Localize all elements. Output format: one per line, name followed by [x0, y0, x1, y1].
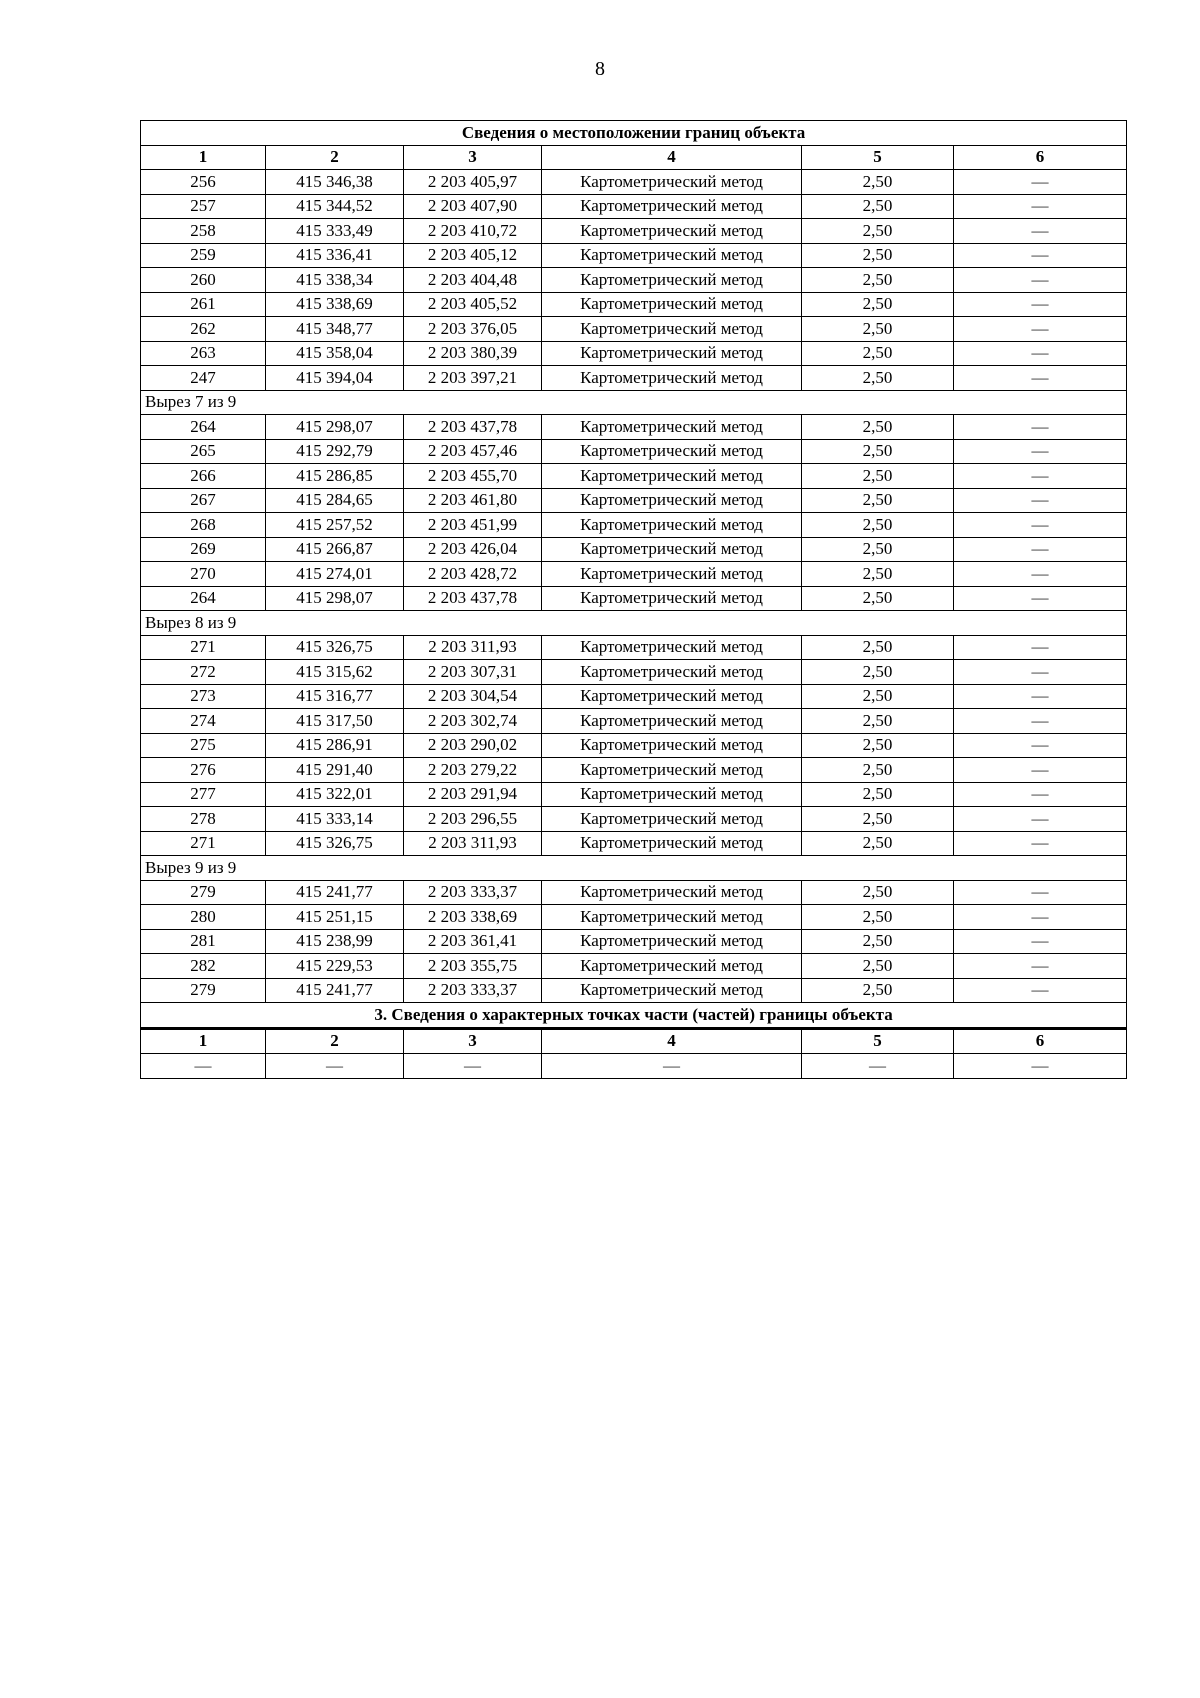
- accuracy-cell: 2,50: [802, 439, 954, 464]
- column-number: 5: [802, 145, 954, 170]
- table-row: [141, 439, 1127, 464]
- table-row: [141, 880, 1127, 905]
- x-coordinate-cell: 415 394,04: [266, 366, 404, 391]
- point-number-cell: 260: [141, 268, 266, 293]
- y-coordinate-cell: 2 203 410,72: [404, 219, 542, 244]
- point-number-cell: 279: [141, 978, 266, 1003]
- accuracy-cell: 2,50: [802, 954, 954, 979]
- point-number-cell: 276: [141, 758, 266, 783]
- description-cell: —: [954, 929, 1127, 954]
- method-cell: Картометрический метод: [542, 562, 802, 587]
- method-cell: Картометрический метод: [542, 905, 802, 930]
- accuracy-cell: 2,50: [802, 341, 954, 366]
- x-coordinate-cell: 415 344,52: [266, 194, 404, 219]
- column-number: 3: [404, 1028, 542, 1054]
- description-cell: —: [954, 562, 1127, 587]
- point-number-cell: 264: [141, 415, 266, 440]
- y-coordinate-cell: 2 203 437,78: [404, 415, 542, 440]
- y-coordinate-cell: 2 203 376,05: [404, 317, 542, 342]
- point-number-cell: 263: [141, 341, 266, 366]
- column-number: 1: [141, 145, 266, 170]
- accuracy-cell: 2,50: [802, 929, 954, 954]
- description-cell: —: [954, 366, 1127, 391]
- method-cell: Картометрический метод: [542, 268, 802, 293]
- description-cell: —: [954, 268, 1127, 293]
- x-coordinate-cell: 415 315,62: [266, 660, 404, 685]
- x-coordinate-cell: 415 286,85: [266, 464, 404, 489]
- table-row: [141, 831, 1127, 856]
- x-coordinate-cell: 415 338,69: [266, 292, 404, 317]
- section3-title-row: [141, 1003, 1127, 1029]
- point-number-cell: 273: [141, 684, 266, 709]
- point-number-cell: 264: [141, 586, 266, 611]
- page-number: 8: [595, 58, 605, 80]
- method-cell: Картометрический метод: [542, 292, 802, 317]
- table-row: [141, 758, 1127, 783]
- method-cell: Картометрический метод: [542, 684, 802, 709]
- point-number-cell: 281: [141, 929, 266, 954]
- accuracy-cell: 2,50: [802, 537, 954, 562]
- table-row: [141, 562, 1127, 587]
- y-coordinate-cell: 2 203 296,55: [404, 807, 542, 832]
- method-cell: Картометрический метод: [542, 880, 802, 905]
- table-row: [141, 905, 1127, 930]
- x-coordinate-cell: 415 316,77: [266, 684, 404, 709]
- method-cell: Картометрический метод: [542, 317, 802, 342]
- point-number-cell: 265: [141, 439, 266, 464]
- y-coordinate-cell: 2 203 333,37: [404, 880, 542, 905]
- table-row: [141, 341, 1127, 366]
- y-coordinate-cell: 2 203 380,39: [404, 341, 542, 366]
- description-cell: —: [954, 292, 1127, 317]
- table-row: [141, 292, 1127, 317]
- column-number: 2: [266, 145, 404, 170]
- y-coordinate-cell: 2 203 405,52: [404, 292, 542, 317]
- method-cell: Картометрический метод: [542, 954, 802, 979]
- table-row: [141, 243, 1127, 268]
- description-cell: —: [954, 954, 1127, 979]
- point-number-cell: 269: [141, 537, 266, 562]
- description-cell: —: [954, 709, 1127, 734]
- method-cell: Картометрический метод: [542, 170, 802, 195]
- description-cell: —: [954, 807, 1127, 832]
- y-coordinate-cell: 2 203 355,75: [404, 954, 542, 979]
- description-cell: —: [954, 635, 1127, 660]
- table-row: [141, 709, 1127, 734]
- table-row: [141, 537, 1127, 562]
- point-number-cell: 268: [141, 513, 266, 538]
- x-coordinate-cell: 415 326,75: [266, 831, 404, 856]
- accuracy-cell: 2,50: [802, 243, 954, 268]
- description-cell: —: [954, 537, 1127, 562]
- point-number-cell: 266: [141, 464, 266, 489]
- y-coordinate-cell: 2 203 405,97: [404, 170, 542, 195]
- point-number-cell: 271: [141, 635, 266, 660]
- method-cell: Картометрический метод: [542, 366, 802, 391]
- table-row: [141, 807, 1127, 832]
- point-number-cell: 275: [141, 733, 266, 758]
- point-number-cell: 271: [141, 831, 266, 856]
- accuracy-cell: 2,50: [802, 733, 954, 758]
- point-number-cell: 262: [141, 317, 266, 342]
- x-coordinate-cell: 415 333,49: [266, 219, 404, 244]
- boundary-coordinates-table: [140, 120, 1127, 1079]
- description-cell: —: [954, 586, 1127, 611]
- cutout-section-label: Вырез 7 из 9: [141, 390, 1127, 415]
- x-coordinate-cell: 415 346,38: [266, 170, 404, 195]
- accuracy-cell: 2,50: [802, 268, 954, 293]
- table-row: [141, 488, 1127, 513]
- method-cell: Картометрический метод: [542, 586, 802, 611]
- y-coordinate-cell: 2 203 307,31: [404, 660, 542, 685]
- table-row: [141, 733, 1127, 758]
- description-cell: —: [954, 831, 1127, 856]
- column-number: 6: [954, 145, 1127, 170]
- point-number-cell: 277: [141, 782, 266, 807]
- table-row: [141, 684, 1127, 709]
- description-cell: —: [954, 219, 1127, 244]
- method-cell: Картометрический метод: [542, 758, 802, 783]
- accuracy-cell: 2,50: [802, 317, 954, 342]
- y-coordinate-cell: 2 203 311,93: [404, 831, 542, 856]
- table-row: [141, 586, 1127, 611]
- method-cell: —: [542, 1054, 802, 1079]
- x-coordinate-cell: 415 338,34: [266, 268, 404, 293]
- table-body: [141, 121, 1127, 1079]
- x-coordinate-cell: 415 291,40: [266, 758, 404, 783]
- accuracy-cell: 2,50: [802, 415, 954, 440]
- x-coordinate-cell: 415 298,07: [266, 415, 404, 440]
- description-cell: —: [954, 439, 1127, 464]
- y-coordinate-cell: 2 203 361,41: [404, 929, 542, 954]
- y-coordinate-cell: 2 203 333,37: [404, 978, 542, 1003]
- accuracy-cell: 2,50: [802, 464, 954, 489]
- description-cell: —: [954, 243, 1127, 268]
- y-coordinate-cell: 2 203 290,02: [404, 733, 542, 758]
- column-number: 5: [802, 1028, 954, 1054]
- description-cell: —: [954, 415, 1127, 440]
- y-coordinate-cell: 2 203 302,74: [404, 709, 542, 734]
- cutout-section-row: [141, 611, 1127, 636]
- column-number: 6: [954, 1028, 1127, 1054]
- y-coordinate-cell: 2 203 291,94: [404, 782, 542, 807]
- accuracy-cell: 2,50: [802, 292, 954, 317]
- accuracy-cell: 2,50: [802, 170, 954, 195]
- point-number-cell: 270: [141, 562, 266, 587]
- method-cell: Картометрический метод: [542, 537, 802, 562]
- accuracy-cell: 2,50: [802, 880, 954, 905]
- y-coordinate-cell: 2 203 457,46: [404, 439, 542, 464]
- table-row: [141, 219, 1127, 244]
- x-coordinate-cell: 415 284,65: [266, 488, 404, 513]
- y-coordinate-cell: 2 203 304,54: [404, 684, 542, 709]
- method-cell: Картометрический метод: [542, 513, 802, 538]
- x-coordinate-cell: 415 292,79: [266, 439, 404, 464]
- cutout-section-label: Вырез 8 из 9: [141, 611, 1127, 636]
- point-number-cell: 259: [141, 243, 266, 268]
- description-cell: —: [954, 488, 1127, 513]
- y-coordinate-cell: 2 203 279,22: [404, 758, 542, 783]
- y-coordinate-cell: 2 203 338,69: [404, 905, 542, 930]
- method-cell: Картометрический метод: [542, 782, 802, 807]
- table-row: [141, 978, 1127, 1003]
- point-number-cell: 247: [141, 366, 266, 391]
- cutout-section-row: [141, 390, 1127, 415]
- accuracy-cell: 2,50: [802, 905, 954, 930]
- description-cell: —: [954, 782, 1127, 807]
- description-cell: —: [954, 194, 1127, 219]
- point-number-cell: 256: [141, 170, 266, 195]
- method-cell: Картометрический метод: [542, 341, 802, 366]
- accuracy-cell: 2,50: [802, 513, 954, 538]
- point-number-cell: 274: [141, 709, 266, 734]
- table-row: [141, 464, 1127, 489]
- point-number-cell: 279: [141, 880, 266, 905]
- y-coordinate-cell: 2 203 405,12: [404, 243, 542, 268]
- y-coordinate-cell: 2 203 407,90: [404, 194, 542, 219]
- section3-title: 3. Сведения о характерных точках части (частей) границы объекта: [141, 1003, 1127, 1029]
- method-cell: Картометрический метод: [542, 831, 802, 856]
- y-coordinate-cell: 2 203 428,72: [404, 562, 542, 587]
- x-coordinate-cell: 415 274,01: [266, 562, 404, 587]
- table-row: [141, 194, 1127, 219]
- description-cell: —: [954, 880, 1127, 905]
- table-row: [141, 1054, 1127, 1079]
- method-cell: Картометрический метод: [542, 488, 802, 513]
- description-cell: —: [954, 660, 1127, 685]
- accuracy-cell: 2,50: [802, 635, 954, 660]
- method-cell: Картометрический метод: [542, 660, 802, 685]
- column-number: 4: [542, 145, 802, 170]
- table-title: Сведения о местоположении границ объекта: [141, 121, 1127, 146]
- column-number: 3: [404, 145, 542, 170]
- method-cell: Картометрический метод: [542, 219, 802, 244]
- accuracy-cell: 2,50: [802, 831, 954, 856]
- table-title-row: [141, 121, 1127, 146]
- point-number-cell: 272: [141, 660, 266, 685]
- method-cell: Картометрический метод: [542, 709, 802, 734]
- y-coordinate-cell: 2 203 311,93: [404, 635, 542, 660]
- x-coordinate-cell: 415 251,15: [266, 905, 404, 930]
- x-coordinate-cell: 415 298,07: [266, 586, 404, 611]
- accuracy-cell: 2,50: [802, 488, 954, 513]
- table-row: [141, 268, 1127, 293]
- method-cell: Картометрический метод: [542, 439, 802, 464]
- x-coordinate-cell: —: [266, 1054, 404, 1079]
- table-row: [141, 635, 1127, 660]
- accuracy-cell: 2,50: [802, 709, 954, 734]
- description-cell: —: [954, 1054, 1127, 1079]
- method-cell: Картометрический метод: [542, 929, 802, 954]
- y-coordinate-cell: 2 203 437,78: [404, 586, 542, 611]
- table-row: [141, 782, 1127, 807]
- y-coordinate-cell: 2 203 426,04: [404, 537, 542, 562]
- table-row: [141, 954, 1127, 979]
- x-coordinate-cell: 415 326,75: [266, 635, 404, 660]
- point-number-cell: 278: [141, 807, 266, 832]
- accuracy-cell: 2,50: [802, 660, 954, 685]
- column-number: 1: [141, 1028, 266, 1054]
- method-cell: Картометрический метод: [542, 807, 802, 832]
- point-number-cell: 258: [141, 219, 266, 244]
- description-cell: —: [954, 464, 1127, 489]
- accuracy-cell: 2,50: [802, 758, 954, 783]
- accuracy-cell: 2,50: [802, 978, 954, 1003]
- y-coordinate-cell: 2 203 397,21: [404, 366, 542, 391]
- column-number: 4: [542, 1028, 802, 1054]
- method-cell: Картометрический метод: [542, 464, 802, 489]
- description-cell: —: [954, 733, 1127, 758]
- y-coordinate-cell: 2 203 461,80: [404, 488, 542, 513]
- table-row: [141, 170, 1127, 195]
- x-coordinate-cell: 415 229,53: [266, 954, 404, 979]
- description-cell: —: [954, 317, 1127, 342]
- x-coordinate-cell: 415 348,77: [266, 317, 404, 342]
- x-coordinate-cell: 415 322,01: [266, 782, 404, 807]
- table-row: [141, 415, 1127, 440]
- method-cell: Картометрический метод: [542, 635, 802, 660]
- x-coordinate-cell: 415 238,99: [266, 929, 404, 954]
- description-cell: —: [954, 758, 1127, 783]
- accuracy-cell: 2,50: [802, 807, 954, 832]
- point-number-cell: 261: [141, 292, 266, 317]
- table-row: [141, 929, 1127, 954]
- x-coordinate-cell: 415 317,50: [266, 709, 404, 734]
- accuracy-cell: 2,50: [802, 782, 954, 807]
- y-coordinate-cell: —: [404, 1054, 542, 1079]
- x-coordinate-cell: 415 333,14: [266, 807, 404, 832]
- x-coordinate-cell: 415 257,52: [266, 513, 404, 538]
- column-number: 2: [266, 1028, 404, 1054]
- accuracy-cell: 2,50: [802, 586, 954, 611]
- x-coordinate-cell: 415 241,77: [266, 880, 404, 905]
- y-coordinate-cell: 2 203 404,48: [404, 268, 542, 293]
- point-number-cell: 257: [141, 194, 266, 219]
- point-number-cell: 282: [141, 954, 266, 979]
- point-number-cell: 267: [141, 488, 266, 513]
- method-cell: Картометрический метод: [542, 415, 802, 440]
- x-coordinate-cell: 415 358,04: [266, 341, 404, 366]
- accuracy-cell: 2,50: [802, 219, 954, 244]
- method-cell: Картометрический метод: [542, 194, 802, 219]
- description-cell: —: [954, 905, 1127, 930]
- point-number-cell: —: [141, 1054, 266, 1079]
- column-numbers-row: [141, 1028, 1127, 1054]
- table-row: [141, 366, 1127, 391]
- accuracy-cell: 2,50: [802, 562, 954, 587]
- description-cell: —: [954, 684, 1127, 709]
- method-cell: Картометрический метод: [542, 243, 802, 268]
- cutout-section-row: [141, 856, 1127, 881]
- description-cell: —: [954, 978, 1127, 1003]
- x-coordinate-cell: 415 241,77: [266, 978, 404, 1003]
- x-coordinate-cell: 415 286,91: [266, 733, 404, 758]
- x-coordinate-cell: 415 336,41: [266, 243, 404, 268]
- column-numbers-row: [141, 145, 1127, 170]
- accuracy-cell: 2,50: [802, 194, 954, 219]
- table-row: [141, 317, 1127, 342]
- cutout-section-label: Вырез 9 из 9: [141, 856, 1127, 881]
- y-coordinate-cell: 2 203 451,99: [404, 513, 542, 538]
- description-cell: —: [954, 513, 1127, 538]
- y-coordinate-cell: 2 203 455,70: [404, 464, 542, 489]
- table-row: [141, 660, 1127, 685]
- accuracy-cell: 2,50: [802, 366, 954, 391]
- x-coordinate-cell: 415 266,87: [266, 537, 404, 562]
- method-cell: Картометрический метод: [542, 978, 802, 1003]
- accuracy-cell: —: [802, 1054, 954, 1079]
- method-cell: Картометрический метод: [542, 733, 802, 758]
- table-row: [141, 513, 1127, 538]
- point-number-cell: 280: [141, 905, 266, 930]
- description-cell: —: [954, 170, 1127, 195]
- description-cell: —: [954, 341, 1127, 366]
- accuracy-cell: 2,50: [802, 684, 954, 709]
